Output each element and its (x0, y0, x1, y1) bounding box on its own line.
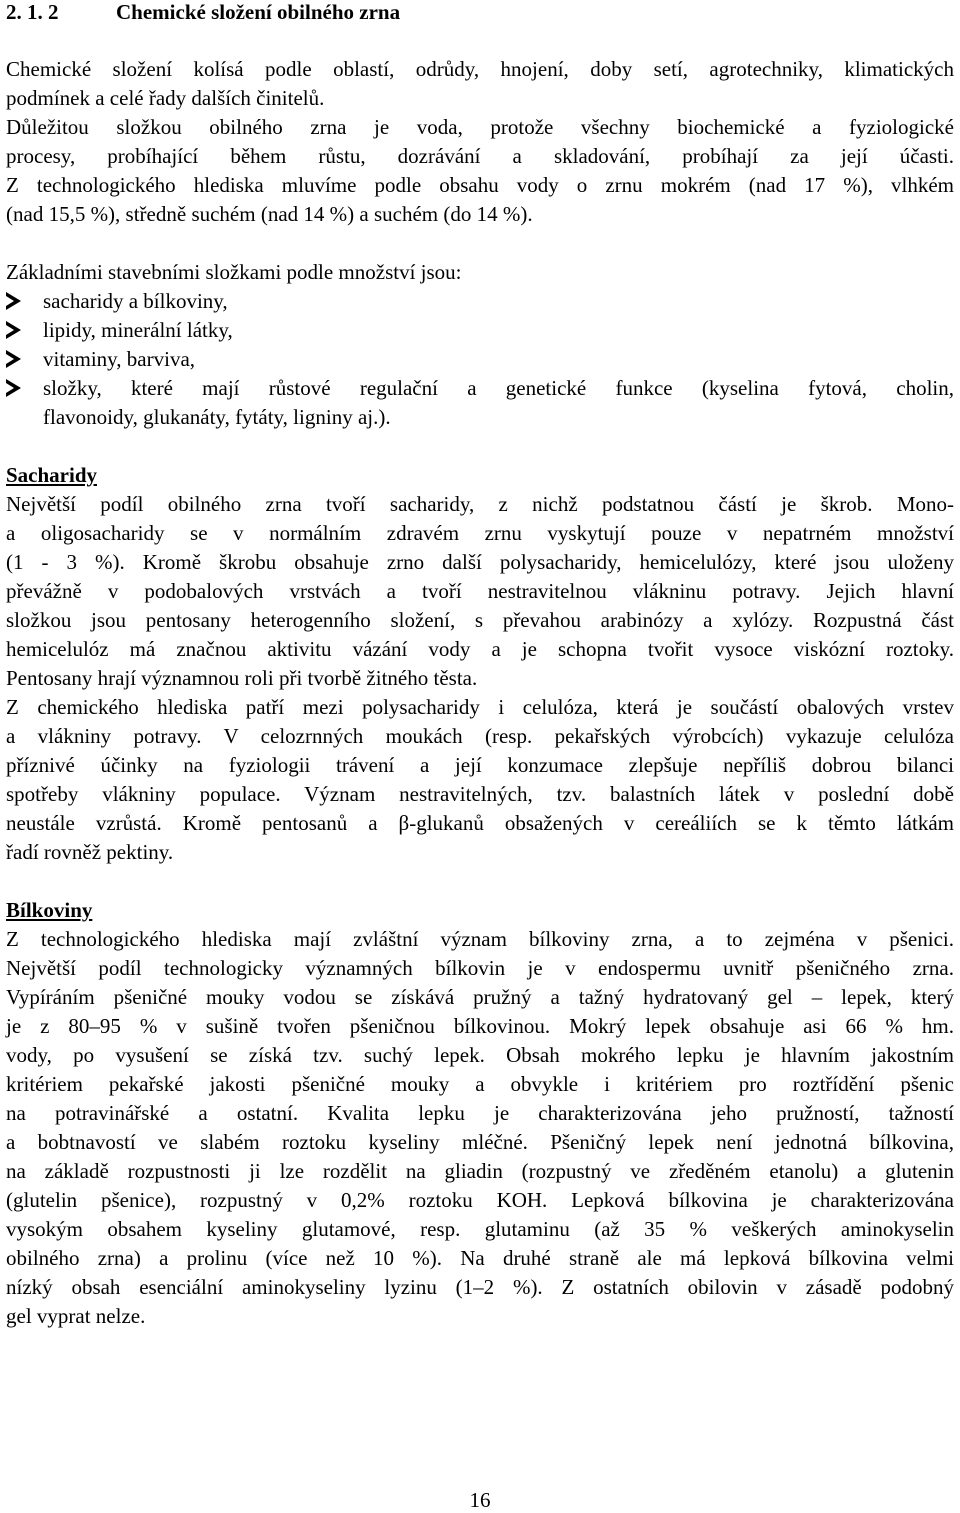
paragraph-line: nízký obsah esenciální aminokyseliny lyzinu (1–2 %). Z ostatních obilovin v zásadě podobný (6, 1275, 954, 1299)
paragraph-line: a vlákniny potravy. V celozrnných moukách (resp. pekařských výrobcích) vykazuje celulóza (6, 724, 954, 748)
paragraph-line: hemicelulóz má značnou aktivitu vázání vody a je schopna tvořit vysoce viskózní roztoky. (6, 637, 954, 661)
list-item-text: sacharidy a bílkoviny, (43, 289, 228, 313)
paragraph-line: (glutelin pšenice), rozpustný v 0,2% roztoku KOH. Lepková bílkovina je charakterizována (6, 1188, 954, 1212)
paragraph-line: neustále vzrůstá. Kromě pentosanů a β-glukanů obsažených v cereáliích se k těmto látkám (6, 811, 954, 835)
paragraph-line: Největší podíl obilného zrna tvoří sacharidy, z nichž podstatnou částí je škrob. Mono- (6, 492, 954, 516)
list-item-text: flavonoidy, glukanáty, fytáty, ligniny aj.). (43, 405, 391, 429)
paragraph-line: a bobtnavostí ve slabém roztoku kyseliny mléčné. Pšeničný lepek není jednotná bílkovina, (6, 1130, 954, 1154)
paragraph-line: Z technologického hlediska mluvíme podle obsahu vody o zrnu mokrém (nad 17 %), vlhkém (6, 173, 954, 197)
arrow-bullet-icon (6, 321, 21, 339)
paragraph-line: řadí rovněž pektiny. (6, 840, 174, 864)
subsection-title-bilkoviny: Bílkoviny (6, 898, 93, 922)
paragraph-line: gel vyprat nelze. (6, 1304, 146, 1328)
arrow-bullet-icon (6, 350, 21, 368)
paragraph-line: Vypíráním pšeničné mouky vodou se získává pružný a tažný hydratovaný gel – lepek, který (6, 985, 954, 1009)
page-number: 16 (469, 1488, 491, 1512)
paragraph-line: Z technologického hlediska mají zvláštní význam bílkoviny zrna, a to zejména v pšenici. (6, 927, 954, 951)
components-intro: Základními stavebními složkami podle množství jsou: (6, 260, 462, 284)
list-item-text: lipidy, minerální látky, (43, 318, 233, 342)
subsection-title-sacharidy: Sacharidy (6, 463, 98, 487)
paragraph-line: obilného zrna) a prolinu (více než 10 %). Na druhé straně ale má lepková bílkovina velmi (6, 1246, 954, 1270)
paragraph-line: (1 - 3 %). Kromě škrobu obsahuje zrno další polysacharidy, hemicelulózy, které jsou uloženy (6, 550, 954, 574)
paragraph-line: převážně v podobalových vrstvách a tvoří nestravitelnou vlákninu potravy. Jejich hlavní (6, 579, 954, 603)
paragraph-line: podmínek a celé řady dalších činitelů. (6, 86, 325, 110)
paragraph-line: kritériem pekařské jakosti pšeničné mouky a obvykle i kritériem pro roztřídění pšenic (6, 1072, 954, 1096)
paragraph-line: spotřeby vlákniny populace. Význam nestravitelných, tzv. balastních látek v poslední době (6, 782, 954, 806)
arrow-bullet-icon (6, 379, 21, 397)
list-item-text: složky, které mají růstové regulační a genetické funkce (kyselina fytová, cholin, (43, 376, 954, 400)
paragraph-line: je z 80–95 % v sušině tvořen pšeničnou bílkovinou. Mokrý lepek obsahuje asi 66 % hm. (6, 1014, 954, 1038)
paragraph-line: na potravinářské a ostatní. Kvalita lepku je charakterizována jeho pružností, tažností (6, 1101, 954, 1125)
paragraph-line: složkou jsou pentosany heterogenního složení, s převahou arabinózy a xylózy. Rozpustná část (6, 608, 954, 632)
section-heading (6, 2, 954, 23)
paragraph-line: Z chemického hlediska patří mezi polysacharidy i celulóza, která je součástí obalových vrstev (6, 695, 954, 719)
paragraph-line: a oligosacharidy se v normálním zdravém zrnu vyskytují pouze v nepatrném množství (6, 521, 954, 545)
paragraph-line: Důležitou složkou obilného zrna je voda, protože všechny biochemické a fyziologické (6, 115, 954, 139)
section-title: Chemické složení obilného zrna (116, 0, 401, 24)
list-item-text: vitaminy, barviva, (43, 347, 196, 371)
paragraph-line: na základě rozpustnosti ji lze rozdělit na gliadin (rozpustný ve zředěném etanolu) a glutenin (6, 1159, 954, 1183)
paragraph-line: Chemické složení kolísá podle oblastí, odrůdy, hnojení, doby setí, agrotechniky, klimatických (6, 57, 954, 81)
section-number: 2. 1. 2 (6, 0, 59, 24)
arrow-bullet-icon (6, 292, 21, 310)
paragraph-line: (nad 15,5 %), středně suchém (nad 14 %) a suchém (do 14 %). (6, 202, 533, 226)
paragraph-line: vody, po vysušení se získá tzv. suchý lepek. Obsah mokrého lepku je hlavním jakostním (6, 1043, 954, 1067)
paragraph-line: Největší podíl technologicky významných bílkovin je v endospermu uvnitř pšeničného zrna. (6, 956, 954, 980)
paragraph-line: vysokým obsahem kyseliny glutamové, resp. glutaminu (až 35 % veškerých aminokyselin (6, 1217, 954, 1241)
paragraph-line: Pentosany hrají významnou roli při tvorbě žitného těsta. (6, 666, 478, 690)
paragraph-line: příznivé účinky na fyziologii trávení a její konzumace zlepšuje nepříliš dobrou bilanci (6, 753, 954, 777)
paragraph-line: procesy, probíhající během růstu, dozrávání a skladování, probíhají za její účasti. (6, 144, 954, 168)
